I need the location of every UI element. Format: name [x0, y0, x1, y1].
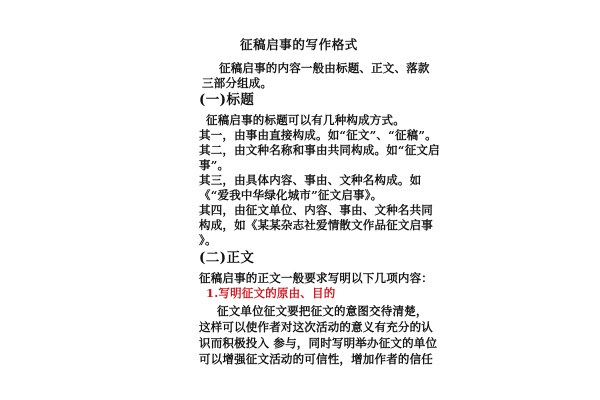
section-2-line-4: 可以增强征文活动的可信性，增加作者的信任: [199, 352, 433, 366]
section-2-heading: (二)正文: [199, 250, 255, 266]
section-2-line-3: 识而积极投入 参与，同时写明举办征文的单位: [199, 336, 438, 350]
section-1-line-1: 征稿启事的标题可以有几种构成方式。: [206, 113, 405, 127]
section-1-line-7: 其四，由征文单位、内容、事由、文种名共同: [199, 203, 433, 217]
section-1-line-4: 事”。: [199, 158, 230, 172]
section-2-line-1: 征文单位征文要把征文的意图交待清楚，: [217, 304, 428, 318]
intro-line-2: 三部分组成。: [202, 76, 273, 90]
section-2-lead: 征稿启事的正文一般要求写明以下几项内容：: [199, 271, 433, 285]
section-2-line-2: 这样可以使作者对这次活动的意义有充分的认: [199, 320, 433, 334]
section-1-line-6: 《“爱我中华绿化城市”征文启事》。: [199, 188, 383, 202]
section-1-line-3: 其二，由文种名称和事由共同构成。如“征文启: [199, 143, 440, 157]
intro-line-1: 征稿启事的内容一般由标题、正文、落款: [219, 61, 430, 75]
section-1-heading: (一)标题: [199, 92, 255, 108]
document-title: 征稿启事的写作格式: [240, 37, 358, 52]
section-2-subheading: 1.写明征文的原由、目的: [206, 286, 336, 300]
section-1-line-8: 构成，如《某某杂志社爱情散文作品征文启事: [199, 218, 433, 232]
section-1-line-9: 》。: [199, 233, 217, 247]
section-1-line-2: 其一，由事由直接构成。如“征文”、“征稿”。: [199, 128, 437, 142]
section-1-line-5: 其三，由具体内容、事由、文种名构成。如: [199, 173, 422, 187]
